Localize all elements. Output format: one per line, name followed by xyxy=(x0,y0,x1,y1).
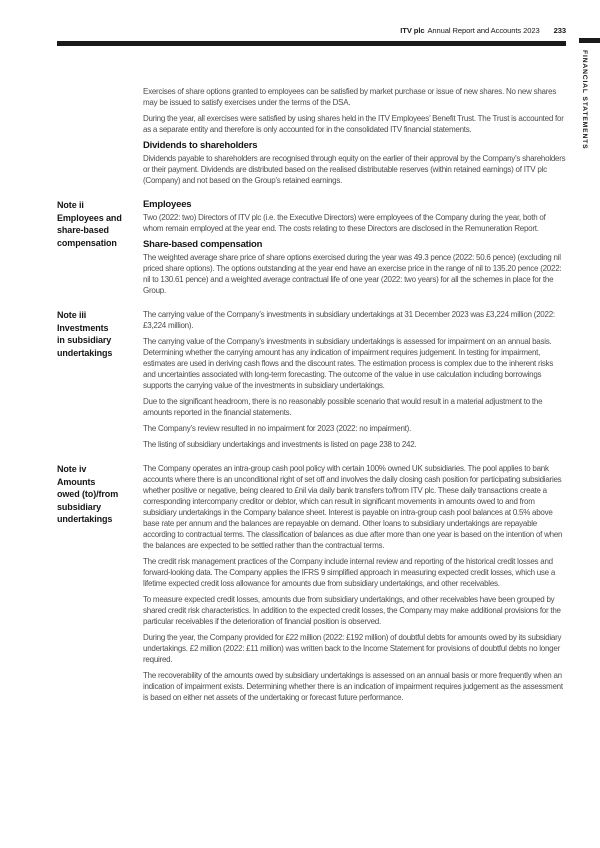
body-paragraph: To measure expected credit losses, amounts due from subsidiary undertakings, and other receivables have been grouped by shared credit risk characteristics. In addition to the expected credit losses, the Company may make additional provisions for the particular receivables if the deterioration of financial position is observed. xyxy=(143,595,561,626)
body-paragraph: The Company’s review resulted in no impairment for 2023 (2022: no impairment). xyxy=(143,424,412,433)
note-label-line: owed (to)/from xyxy=(57,489,119,499)
note-label xyxy=(57,309,143,359)
note-label-line: Investments xyxy=(57,322,109,333)
note-label-line: in subsidiary xyxy=(57,335,112,345)
body-paragraph: The carrying value of the Company’s investments in subsidiary undertakings at 31 December 2023 was £3,224 million (2022: £3,224 million). xyxy=(143,310,555,330)
section-body xyxy=(143,463,566,703)
subsection-heading: Share-based compensation xyxy=(143,239,263,250)
body-paragraph: The credit risk management practices of the Company include internal review and reporting of the historical credit losses and forward-looking data. The Company applies the IFRS 9 simplified approach in measuring expected credit losses, which use a lifetime expected credit loss allowance for amounts due from subsidiary undertakings, and other receivables. xyxy=(143,557,556,588)
note-label-line: Employees and xyxy=(57,212,122,223)
content xyxy=(57,86,566,703)
financial-statements-tab-bar xyxy=(579,38,600,43)
subsection-heading: Employees xyxy=(143,199,192,210)
body-paragraph: Dividends payable to shareholders are recognised through equity on the earlier of their approval by the Company’s shareholders or their payment. Dividends are distributed based on the realised distributable reserves (within retained earnings) of ITV plc (Company) and not based on the Group’s retained earnings. xyxy=(143,154,566,185)
note-section-note-ii xyxy=(57,199,566,296)
note-label xyxy=(57,199,143,249)
body-paragraph: Due to the significant headroom, there is no reasonably possible scenario that would result in a material adjustment to the amounts reported in the financial statements. xyxy=(143,397,543,417)
note-label-line: share-based xyxy=(57,225,109,235)
financial-statements-tab-label: FINANCIAL STATEMENTS xyxy=(581,50,588,150)
note-label-line: Note iii xyxy=(57,310,87,320)
note-label-line: Amounts xyxy=(57,476,96,487)
body-paragraph: The recoverability of the amounts owed by subsidiary undertakings is assessed on an annual basis or more frequently when an indication of impairment exists. Determining whether there is an indication of impairment requires judgement as the assessment is based on either net assets of the undertaking or forecast future performance. xyxy=(143,671,563,702)
note-section-dividends xyxy=(57,86,566,186)
body-paragraph: During the year, the Company provided for £22 million (2022: £192 million) of doubtful debts for amounts owed by its subsidiary undertakings. £2 million (2022: £11 million) was written back to the Income Statement for provisions of doubtful debts no longer required. xyxy=(143,633,562,664)
header-title: Annual Report and Accounts 2023 xyxy=(427,26,540,35)
body-paragraph: The carrying value of the Company’s investments in subsidiary undertakings is assessed for impairment on an annual basis. Determining whether the carrying amount has any indication of impairment requires judgement. In testing for impairment, estimates are used in deriving cash flows and the discount rates. The estimation process is complex due to the inherent risks and uncertainties associated with long-term forecasting. The outcome of the value in use calculation including borrowings supports the carrying value of the investments in subsidiary undertakings. xyxy=(143,337,554,390)
page-header xyxy=(400,26,566,35)
note-label-line: Note ii xyxy=(57,200,84,210)
section-body xyxy=(143,309,566,450)
note-label-line: Note iv xyxy=(57,464,87,474)
body-paragraph: Exercises of share options granted to employees can be satisfied by market purchase or issue of new shares. No new shares may be issued to satisfy exercises under the terms of the DSA. xyxy=(143,87,557,107)
section-body xyxy=(143,86,566,186)
section-body xyxy=(143,199,566,296)
note-label-line: subsidiary xyxy=(57,501,102,512)
body-paragraph: During the year, all exercises were satisfied by using shares held in the ITV Employees’ Benefit Trust. The Trust is accounted for as a separate entity and therefore is only accounted for in the consolidated ITV financial statements. xyxy=(143,114,564,134)
note-label xyxy=(57,463,143,526)
body-paragraph: The listing of subsidiary undertakings and investments is listed on page 238 to 242. xyxy=(143,440,417,449)
note-label-line: compensation xyxy=(57,237,117,248)
brand-text: ITV plc xyxy=(400,26,425,35)
note-section-note-iii xyxy=(57,309,566,450)
note-label-line: undertakings xyxy=(57,514,113,524)
header-rule xyxy=(57,41,566,46)
page-number: 233 xyxy=(553,26,566,35)
body-paragraph: Two (2022: two) Directors of ITV plc (i.e. the Executive Directors) were employees of the Company during the year, both of whom remain employed at the year end. The costs relating to these Directors are disclosed in the Remuneration Report. xyxy=(143,213,546,233)
note-label-line: undertakings xyxy=(57,347,113,358)
body-paragraph: The weighted average share price of share options exercised during the year was 49.3 pence (2022: 50.6 pence) (excluding nil priced share options). The options outstanding at the year end have an exercise price in the range of nil to 135.20 pence (2022: nil to 130.61 pence) and a weighted average contractual life of one year (2022: two years) for all the schemes in place for the Group. xyxy=(143,253,562,295)
note-section-note-iv xyxy=(57,463,566,703)
body-paragraph: The Company operates an intra-group cash pool policy with certain 100% owned UK subsidiaries. The pool applies to bank accounts where there is an unconditional right of set off and involves the daily closing cash position for participating subsidiaries whether positive or negative, being cleared to £nil via daily bank transfers to/from ITV plc. These daily transactions create a corresponding intercompany creditor or debtor, which can result in significant movements in amounts owed to and from subsidiary undertakings in the Company balance sheet. Interest is payable on intra-group cash pool balances at 0.5% above base rate per annum and the balances are repayable on demand. Other loans to subsidiary undertakings are repayable according to contractual terms. The classification of balances as due after more than one year is based on the intention of when the balances are expected to be settled rather than the contractual terms. xyxy=(143,464,563,550)
subsection-heading: Dividends to shareholders xyxy=(143,140,258,151)
